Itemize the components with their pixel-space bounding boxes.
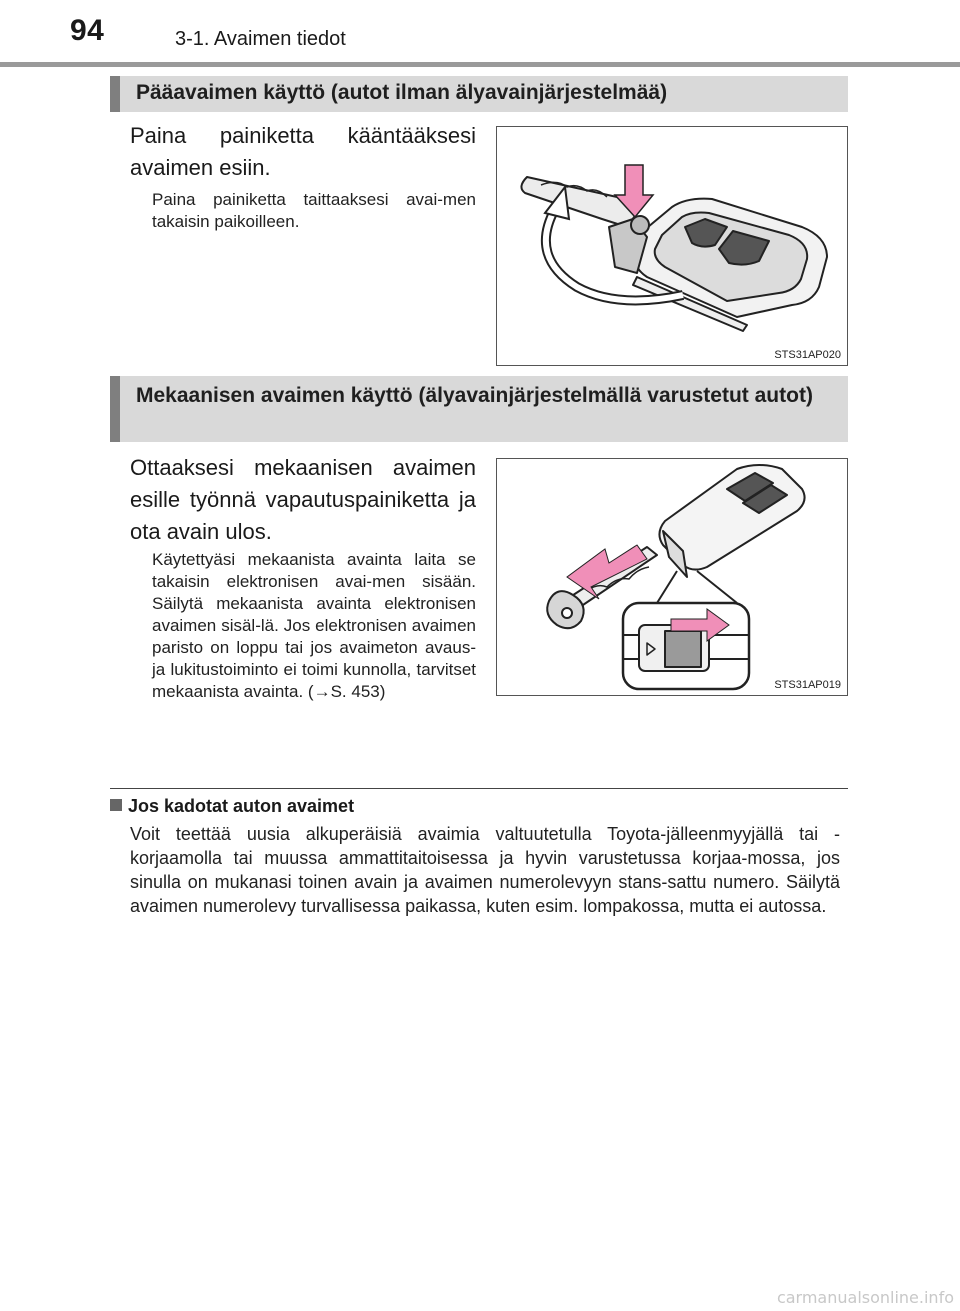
- square-bullet-icon: [110, 799, 122, 811]
- section-divider: [110, 788, 848, 789]
- figure-code: STS31AP020: [774, 349, 841, 361]
- chapter-title: 3-1. Avaimen tiedot: [175, 28, 346, 50]
- instruction-release-key: Ottaaksesi mekaanisen avaimen esille työnnä vapautuspainiketta ja ota avain ulos.: [130, 455, 476, 544]
- note-mechanical-key: Käytettyäsi mekaanista avainta laita se takaisin elektronisen avai-men sisään. Säilytä mekaanista avainta elektronisen avaimen sisäl-lä. Jos elektronisen avaimen paristo on loppu tai jos avaimeton avaus- ja lukitustoiminto ei toimi kunnolla, tarvitset mekaanista avainta. (→S. 453): [152, 550, 476, 701]
- section-title-main-key: Pääavaimen käyttö (autot ilman älyavainjärjestelmää): [110, 76, 848, 112]
- info-body: Voit teettää uusia alkuperäisiä avaimia valtuutetulla Toyota-jälleenmyyjällä tai -korjaamolla tai muussa ammattitaitoisessa ja hyvin varustetussa korjaa-mossa, jos sinulla on mukanasi toinen avain ja avaimen numerolevyyn stans-sattu numero. Säilytä avaimen numerolevy turvallisessa paikassa, kuten esim. lompakossa, mutta ei autossa.: [130, 824, 840, 916]
- info-heading-text: Jos kadotat auton avaimet: [128, 796, 355, 816]
- info-heading: [110, 796, 354, 817]
- figure-smart-key-release: [496, 458, 848, 696]
- header-rule: [0, 62, 960, 67]
- watermark: carmanualsonline.info: [776, 1288, 954, 1307]
- smart-key-illustration: [497, 459, 848, 696]
- section-title-mechanical-key: Mekaanisen avaimen käyttö (älyavainjärjestelmällä varustetut autot): [110, 376, 848, 442]
- instruction-fold-out: Paina painiketta kääntääksesi avaimen esiin.: [130, 123, 476, 180]
- figure-key-fold-out: [496, 126, 848, 366]
- figure-code: STS31AP019: [774, 679, 841, 691]
- folding-key-illustration: [497, 127, 848, 366]
- note-fold-back: Paina painiketta taittaaksesi avai-men takaisin paikoilleen.: [152, 190, 476, 231]
- page-number: 94: [70, 14, 105, 47]
